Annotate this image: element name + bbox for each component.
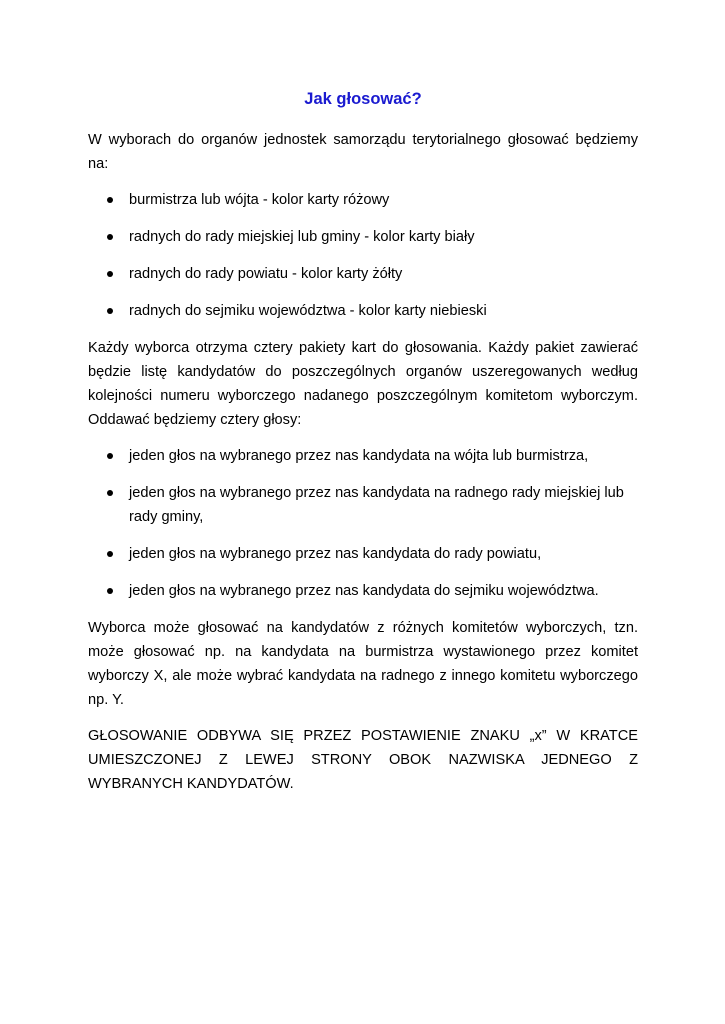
bullet-icon xyxy=(107,551,113,557)
list-item-text: radnych do rady miejskiej lub gminy - kolor karty biały xyxy=(129,229,475,245)
bullet-icon xyxy=(107,197,113,203)
list-item-text: radnych do sejmiku województwa - kolor karty niebieski xyxy=(129,303,487,319)
page-title: Jak głosować? xyxy=(304,90,422,108)
bullet-icon xyxy=(107,588,113,594)
list-item-text: jeden głos na wybranego przez nas kandydata na wójta lub burmistrza, xyxy=(129,448,589,464)
list-item-text: jeden głos na wybranego przez nas kandydata do rady powiatu, xyxy=(129,546,542,562)
list-item xyxy=(88,299,638,323)
list-item-text: jeden głos na wybranego przez nas kandydata do sejmiku województwa. xyxy=(129,583,599,599)
list-item xyxy=(88,542,638,566)
packets-paragraph: Każdy wyborca otrzyma cztery pakiety kart do głosowania. Każdy pakiet zawierać będzie listę kandydatów do poszczególnych organów uszeregowanych według kolejności numeru wyborczego nadanego poszczególnym komitetom wyborczym. Oddawać będziemy cztery głosy: xyxy=(88,340,638,428)
committees-paragraph: Wyborca może głosować na kandydatów z różnych komitetów wyborczych, tzn. może głosować np. na kandydata na burmistrza wystawionego przez komitet wyborczy X, ale może wybrać kandydata na radnego z innego komitetu wyborczego np. Y. xyxy=(88,620,638,708)
bullet-icon xyxy=(107,453,113,459)
ballot-card-list xyxy=(88,188,638,323)
bullet-icon xyxy=(107,490,113,496)
bullet-icon xyxy=(107,271,113,277)
list-item xyxy=(88,579,638,603)
list-item xyxy=(88,444,638,468)
list-item xyxy=(88,225,638,249)
list-item-text: jeden głos na wybranego przez nas kandydata na radnego rady miejskiej lub rady gminy, xyxy=(129,485,624,525)
list-item xyxy=(88,262,638,286)
list-item xyxy=(88,188,638,212)
list-item-text: radnych do rady powiatu - kolor karty żółty xyxy=(129,266,403,282)
list-item-text: burmistrza lub wójta - kolor karty różowy xyxy=(129,192,390,208)
bullet-icon xyxy=(107,234,113,240)
document-body xyxy=(88,84,638,808)
vote-list xyxy=(88,444,638,603)
list-item xyxy=(88,481,638,529)
intro-paragraph: W wyborach do organów jednostek samorządu terytorialnego głosować będziemy na: xyxy=(88,132,638,172)
bullet-icon xyxy=(107,308,113,314)
voting-method-paragraph: GŁOSOWANIE ODBYWA SIĘ PRZEZ POSTAWIENIE ZNAKU „x” W KRATCE UMIESZCZONEJ Z LEWEJ STRONY OBOK NAZWISKA JEDNEGO Z WYBRANYCH KANDYDATÓW. xyxy=(88,728,638,792)
